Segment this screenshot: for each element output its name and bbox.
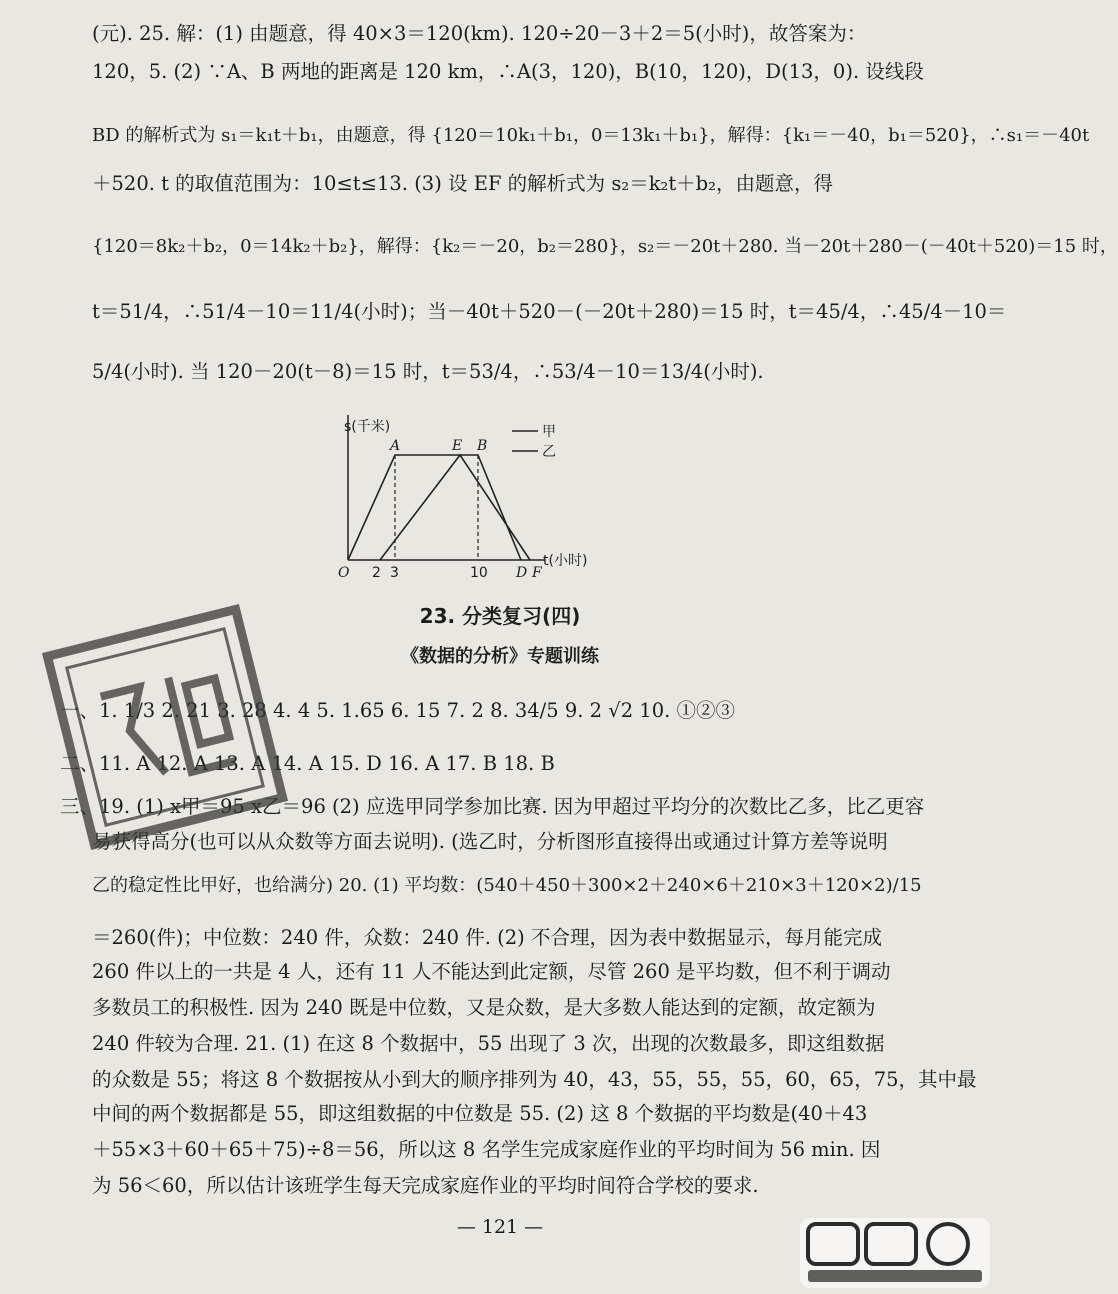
solution-line: t＝51/4，∴51/4－10＝11/4(小时)；当－40t＋520－(－20t＋280)＝15 时，t＝45/4，∴45/4－10＝ bbox=[92, 300, 1007, 323]
page-number: — 121 — bbox=[456, 1216, 544, 1238]
answer-line: 的众数是 55；将这 8 个数据按从小到大的顺序排列为 40，43，55，55，55，60，65，75，其中最 bbox=[92, 1068, 977, 1091]
inspection-stamp-icon bbox=[30, 592, 300, 862]
point-label-o: O bbox=[338, 565, 350, 581]
solution-line: {120＝8k₂＋b₂，0＝14k₂＋b₂}，解得：{k₂＝－20，b₂＝280}，s₂＝－20t＋280. 当－20t＋280－(－40t＋520)＝15 时， bbox=[92, 236, 1118, 257]
distance-time-graph bbox=[320, 405, 610, 580]
answer-line: ＝260(件)；中位数：240 件，众数：240 件. (2) 不合理，因为表中数据显示，每月能完成 bbox=[92, 926, 882, 949]
answer-line: ＋55×3＋60＋65＋75)÷8＝56，所以这 8 名学生完成家庭作业的平均时间为 56 min. 因 bbox=[92, 1138, 881, 1161]
answer-line: 为 56＜60，所以估计该班学生每天完成家庭作业的平均时间符合学校的要求. bbox=[92, 1174, 759, 1197]
site-watermark-logo bbox=[800, 1218, 990, 1288]
solution-line: ＋520. t 的取值范围为：10≤t≤13. (3) 设 EF 的解析式为 s₂＝k₂t＋b₂，由题意，得 bbox=[92, 172, 833, 195]
point-label-e: E bbox=[452, 438, 463, 454]
legend-yi: 乙 bbox=[542, 444, 556, 460]
answer-line: 中间的两个数据都是 55，即这组数据的中位数是 55. (2) 这 8 个数据的平均数是(40＋43 bbox=[92, 1102, 868, 1125]
section-subtitle: 《数据的分析》专题训练 bbox=[401, 646, 599, 667]
answer-line: 易获得高分(也可以从众数等方面去说明). (选乙时，分析图形直接得出或通过计算方差等说明 bbox=[92, 830, 888, 853]
tick-label-3: 3 bbox=[390, 565, 399, 581]
solution-line: BD 的解析式为 s₁＝k₁t＋b₁，由题意，得 {120＝10k₁＋b₁，0＝13k₁＋b₁}，解得：{k₁＝－40，b₁＝520}，∴s₁＝－40t bbox=[92, 125, 1090, 146]
answer-line: 三、19. (1) x甲＝95 x乙＝96 (2) 应选甲同学参加比赛. 因为甲超过平均分的次数比乙多，比乙更容 bbox=[60, 795, 925, 818]
answer-line: 一、1. 1/3 2. 21 3. 28 4. 4 5. 1.65 6. 15 7. 2 8. 34/5 9. 2 √2 10. ①②③ bbox=[60, 699, 736, 722]
solution-line: 120，5. (2) ∵A、B 两地的距离是 120 km，∴A(3，120)，B(10，120)，D(13，0). 设线段 bbox=[92, 60, 924, 83]
answer-line: 240 件较为合理. 21. (1) 在这 8 个数据中，55 出现了 3 次，出现的次数最多，即这组数据 bbox=[92, 1032, 885, 1055]
x-axis-label: t(小时) bbox=[543, 553, 588, 569]
section-title: 23. 分类复习(四) bbox=[419, 604, 581, 628]
point-label-b: B bbox=[477, 438, 488, 454]
solution-line: (元). 25. 解：(1) 由题意，得 40×3＝120(km). 120÷20－3＋2＝5(小时)，故答案为： bbox=[92, 22, 867, 45]
y-axis-label: s(千米) bbox=[344, 419, 391, 435]
series-yi-line bbox=[380, 455, 530, 560]
legend-jia: 甲 bbox=[542, 424, 556, 440]
point-label-d: D bbox=[516, 565, 528, 581]
answer-line: 二、11. A 12. A 13. A 14. A 15. D 16. A 17. B 18. B bbox=[60, 752, 555, 775]
point-label-f: F bbox=[532, 565, 542, 581]
answer-line: 乙的稳定性比甲好，也给满分) 20. (1) 平均数：(540＋450＋300×2＋240×6＋210×3＋120×2)/15 bbox=[92, 875, 922, 896]
solution-line: 5/4(小时). 当 120－20(t－8)＝15 时，t＝53/4，∴53/4－10＝13/4(小时). bbox=[92, 360, 764, 383]
tick-label-10: 10 bbox=[470, 565, 488, 581]
answer-line: 260 件以上的一共是 4 人，还有 11 人不能达到此定额，尽管 260 是平均数，但不利于调动 bbox=[92, 960, 891, 983]
answer-line: 多数员工的积极性. 因为 240 既是中位数，又是众数，是大多数人能达到的定额，故定额为 bbox=[92, 996, 876, 1019]
point-label-a: A bbox=[390, 438, 401, 454]
tick-label-2: 2 bbox=[372, 565, 381, 581]
